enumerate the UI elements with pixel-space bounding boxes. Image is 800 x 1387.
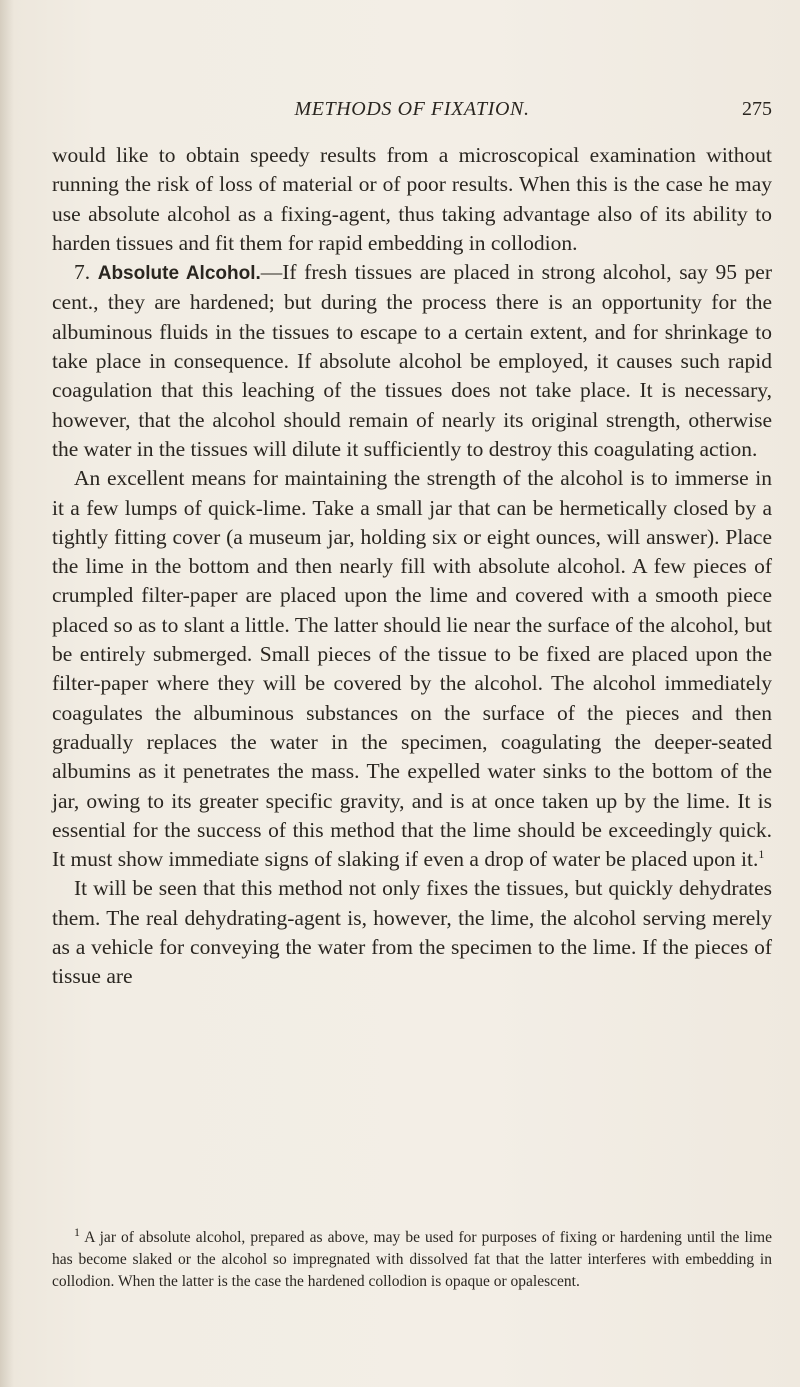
footnote	[52, 1224, 772, 1293]
binding-shadow	[0, 0, 14, 1387]
footnote-text: A jar of absolute alcohol, prepared as above, may be used for purposes of fixing or hardening until the lime has become slaked or the alcohol so impregnated with dissolved fat that the latter interferes with embedding in collodion. When the latter is the case the hardened collodion is opaque or opalescent.	[52, 1229, 772, 1290]
section-text: —If fresh tissues are placed in strong alcohol, say 95 per cent., they are hardened; but during the process there is an opportunity for the albuminous fluids in the tissues to escape to a certain extent, and for shrinkage to take place in consequence. If absolute alcohol be employed, it causes such rapid coagulation that this leaching of the tissues does not take place. It is necessary, however, that the alcohol should remain of nearly its original strength, otherwise the water in the tissues will dilute it sufficiently to destroy this coagulating action.	[52, 260, 773, 461]
section-heading: Absolute Alcohol.	[97, 263, 261, 285]
footnote-reference: 1	[758, 846, 765, 861]
paragraph-text: An excellent means for maintaining the strength of the alcohol is to immerse in it a few lumps of quick-lime. Take a small jar that can be hermetically closed by a tightly fitting cover (a museum jar, holding six or eight ounces, will answer). Place the lime in the bottom and then nearly fill with absolute alcohol. A few pieces of crumpled filter-paper are placed upon the lime and covered with a smooth piece placed so as to slant a little. The latter should lie near the surface of the alcohol, but be entirely submerged. Small pieces of the tissue to be fixed are placed upon the filter-paper where they will be covered by the alcohol. The alcohol immediately coagulates the albuminous substances on the surface of the pieces and then gradually replaces the water in the specimen, coagulating the deeper-seated albumins as it penetrates the mass. The expelled water sinks to the bottom of the jar, owing to its greater specific gravity, and is at once taken up by the lime. It is essential for the success of this method that the lime should be exceedingly quick. It must show immediate signs of slaking if even a drop of water be placed upon it.	[52, 466, 772, 872]
paragraph-absolute-alcohol	[52, 258, 772, 464]
running-head	[52, 98, 772, 128]
paragraph-quick-lime	[52, 464, 772, 874]
paragraph-continuation: would like to obtain speedy results from a microscopical examination without running the risk of loss of material or of poor results. When this is the case he may use absolute alcohol as a fixing-agent, thus taking advantage also of its ability to harden tissues and fit them for rapid embedding in collodion.	[52, 143, 772, 255]
page-number: 275	[742, 98, 772, 120]
running-title: METHODS OF FIXATION.	[294, 98, 530, 120]
body-text	[52, 141, 772, 992]
footnote-marker: 1	[74, 1224, 80, 1239]
section-number: 7.	[74, 260, 91, 285]
paragraph-dehydration: It will be seen that this method not only fixes the tissues, but quickly dehydrates them. The real dehydrating-agent is, however, the lime, the alcohol serving merely as a vehicle for conveying the water from the specimen to the lime. If the pieces of tissue are	[52, 876, 772, 989]
footnote-paragraph	[52, 1224, 772, 1293]
